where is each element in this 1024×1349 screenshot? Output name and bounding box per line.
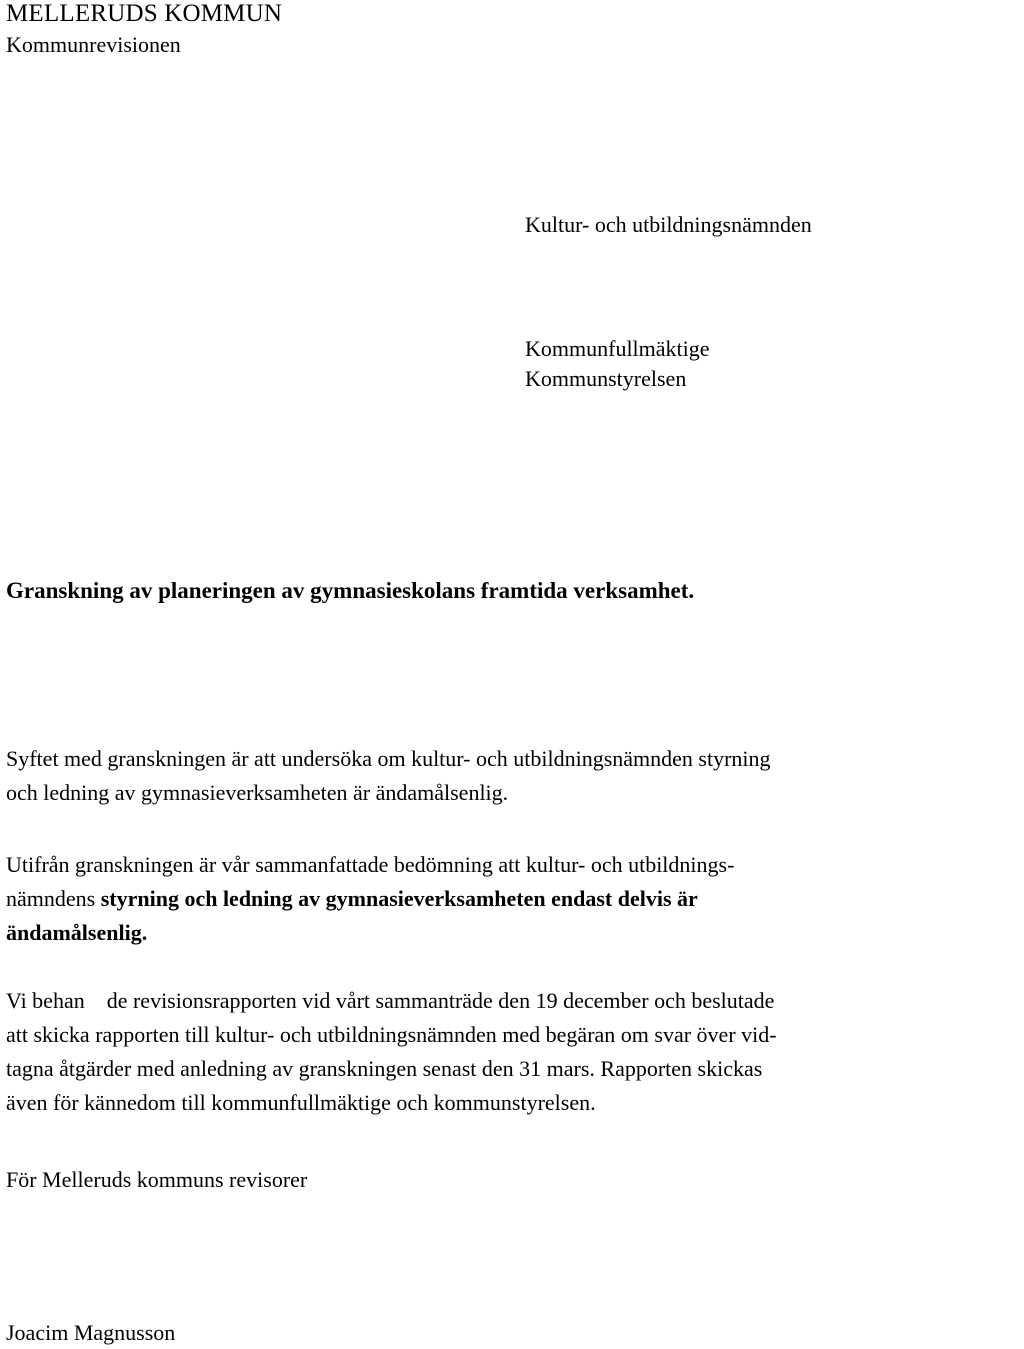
paragraph-decision-line: att skicka rapporten till kultur- och utbildningsnämnden med begäran om svar över vid- [6,1022,777,1047]
paragraph-decision-line: tagna åtgärder med anledning av granskningen senast den 31 mars. Rapporten skickas [6,1056,763,1081]
paragraph-decision [6,984,1022,1120]
recipient-copy-kommunfullmaktige: Kommunfullmäktige [525,336,710,361]
assessment-bold-text: styrning och ledning av gymnasieverksamheten endast delvis är [100,886,698,911]
paragraph-decision-line: även för kännedom till kommunfullmäktige och kommunstyrelsen. [6,1090,596,1115]
paragraph-assessment-line [6,882,1022,916]
signature-closing: För Melleruds kommuns revisorer [6,1167,308,1192]
organization-name: MELLERUDS KOMMUN [6,0,283,27]
paragraph-assessment [6,848,1022,950]
paragraph-purpose [6,742,1022,810]
paragraph-assessment-line: Utifrån granskningen är vår sammanfattade bedömning att kultur- och utbildnings- [6,852,735,877]
paragraph-purpose-line: och ledning av gymnasieverksamheten är ändamålsenlig. [6,780,509,805]
document-title: Granskning av planeringen av gymnasieskolans framtida verksamhet. [6,578,695,603]
department-name: Kommunrevisionen [6,32,181,57]
signature-name: Joacim Magnusson [6,1320,176,1345]
paragraph-decision-line: Vi behan de revisionsrapporten vid vårt sammanträde den 19 december och beslutade [6,988,775,1013]
recipient-primary: Kultur- och utbildningsnämnden [525,212,812,237]
recipient-copy-kommunstyrelsen: Kommunstyrelsen [525,366,687,391]
paragraph-assessment-line: ändamålsenlig. [6,920,148,945]
assessment-plain-text: nämndens [6,886,101,911]
paragraph-purpose-line: Syftet med granskningen är att undersöka om kultur- och utbildningsnämnden styrning [6,746,771,771]
